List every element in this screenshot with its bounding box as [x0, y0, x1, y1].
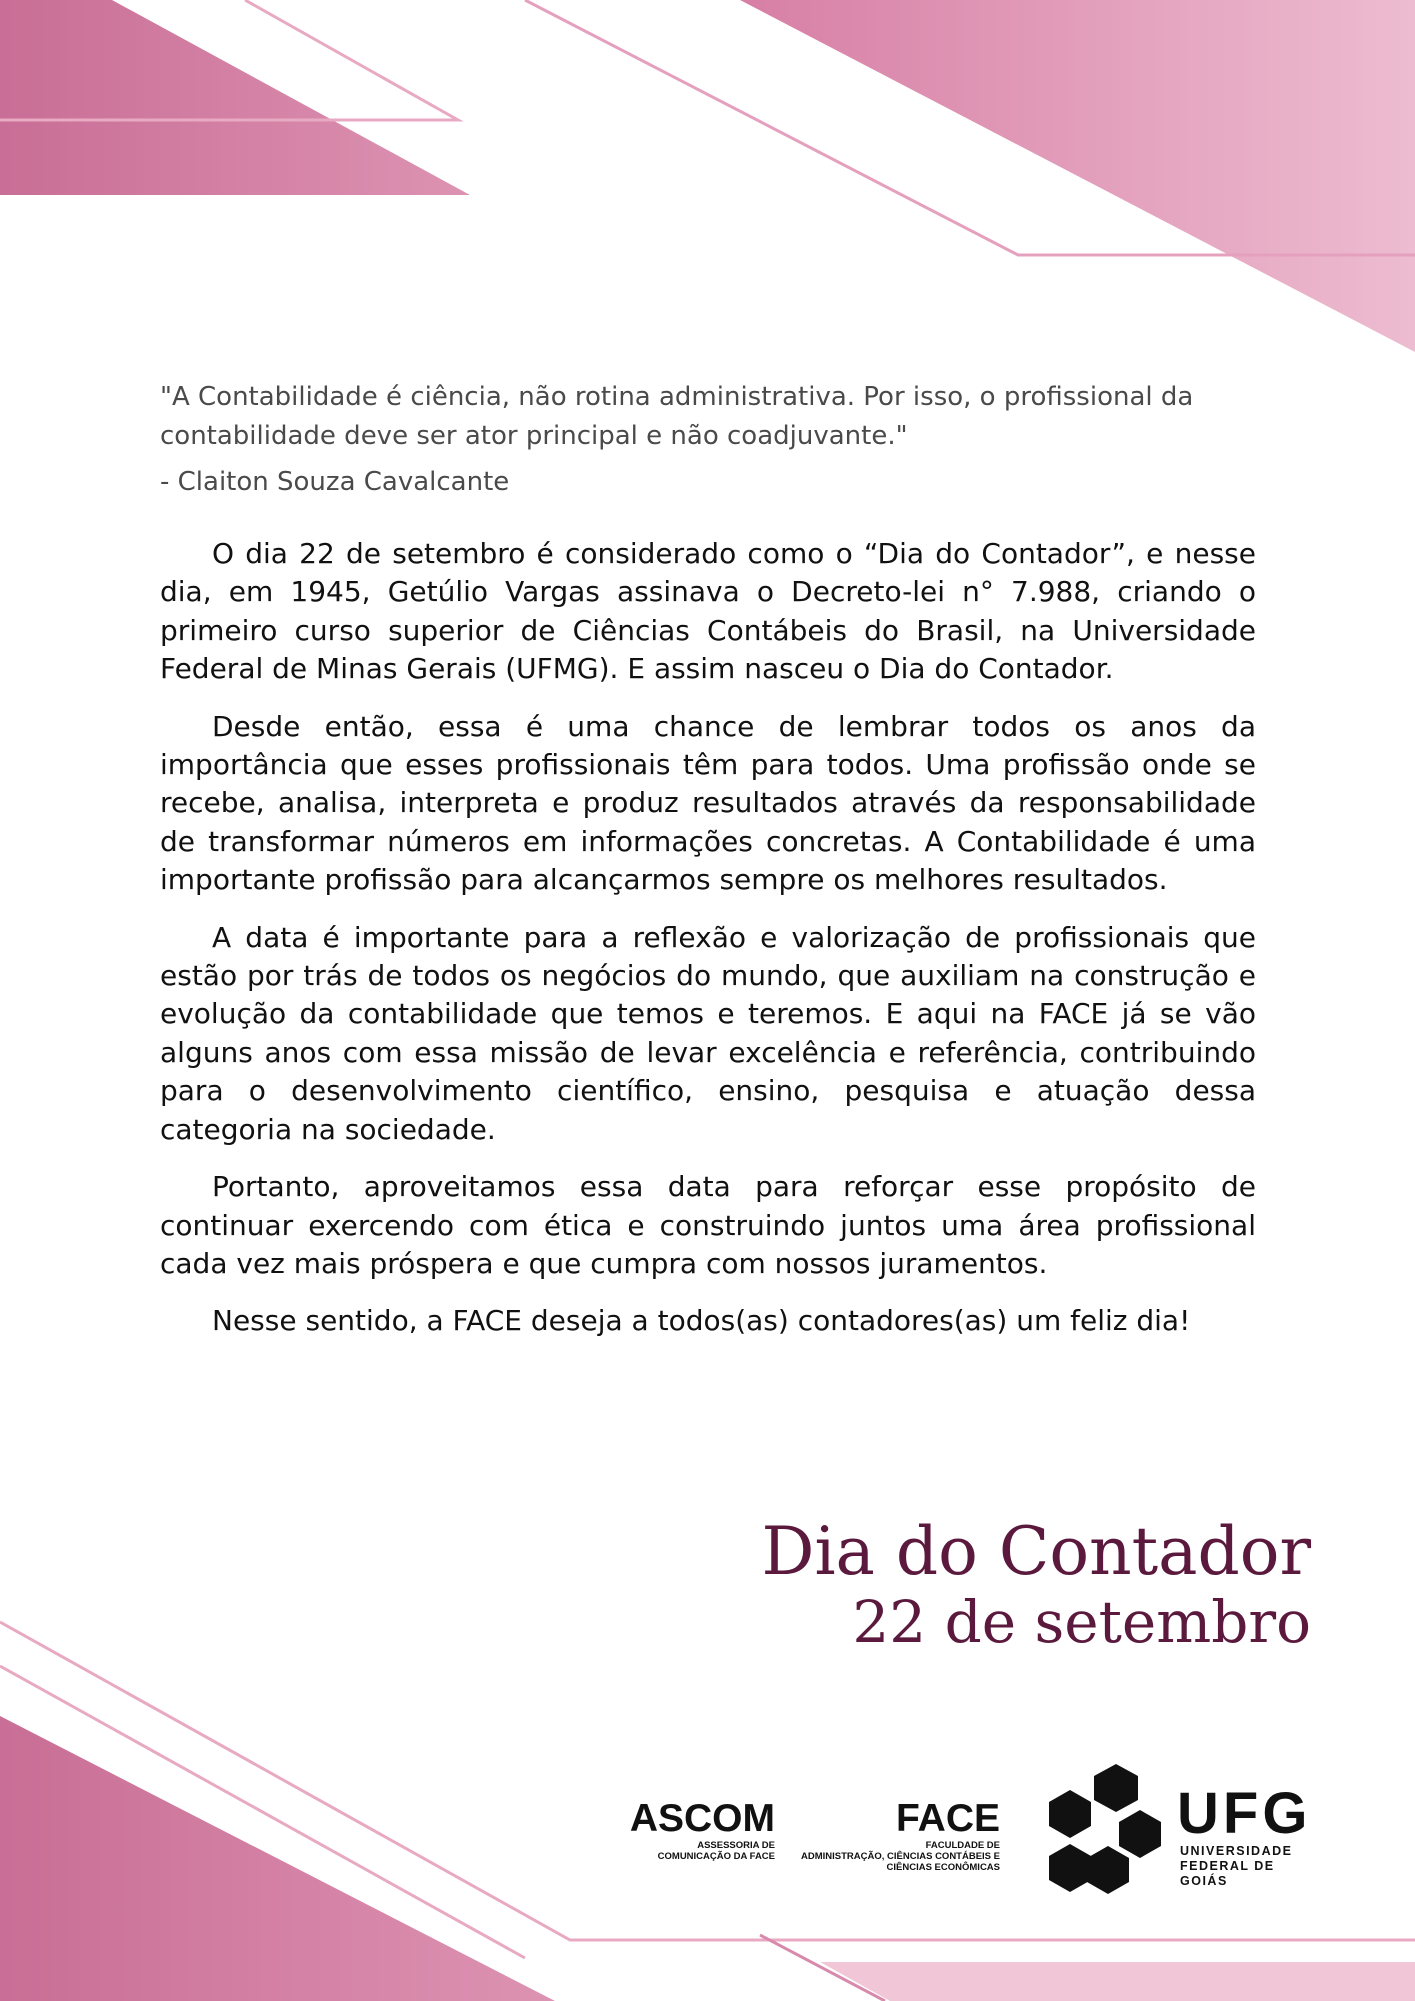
- event-title-line-1: Dia do Contador: [761, 1513, 1311, 1590]
- bottom-right-strip: [820, 1962, 1415, 2001]
- paragraph: Desde então, essa é uma chance de lembrar todos os anos da importância que esses profissionais têm para todos. Uma profissão onde se recebe, analisa, interpreta e produz resultados através da responsabilidade de transformar números em informações concretas. A Contabilidade é uma importante profissão para alcançarmos sempre os melhores resultados.: [160, 709, 1256, 897]
- face-logo-name: FACE: [895, 1797, 1000, 1840]
- bottom-left-triangle: [0, 1716, 555, 2001]
- paragraph: Portanto, aproveitamos essa data para reforçar esse propósito de continuar exercendo com ética e construindo juntos uma área profissional cada vez mais próspera e que cumpra com nossos juramentos.: [160, 1170, 1256, 1280]
- ufg-logo-subtitle: UNIVERSIDADE FEDERAL DE GOIÁS: [1180, 1844, 1293, 1888]
- hexagon-cluster-icon: [1040, 1762, 1170, 1897]
- top-left-triangle: [0, 0, 470, 195]
- ascom-logo-name: ASCOM: [629, 1797, 775, 1840]
- ascom-logo-subtitle: ASSESSORIA DE COMUNICAÇÃO DA FACE: [657, 1840, 775, 1862]
- face-logo: [790, 1798, 1000, 1873]
- ufg-logo: [1040, 1762, 1312, 1897]
- quote-text: "A Contabilidade é ciência, não rotina administrativa. Por isso, o profissional da contabilidade deve ser ator principal e não coadjuvante.": [160, 382, 1194, 451]
- face-logo-subtitle: FACULDADE DE ADMINISTRAÇÃO, CIÊNCIAS CONTÁBEIS E CIÊNCIAS ECONÔMICAS: [801, 1840, 1000, 1873]
- paragraph: Nesse sentido, a FACE deseja a todos(as) contadores(as) um feliz dia!: [212, 1304, 1191, 1338]
- ascom-logo: [620, 1798, 775, 1862]
- quote-author: - Claiton Souza Cavalcante: [160, 467, 510, 497]
- paragraph: O dia 22 de setembro é considerado como o “Dia do Contador”, e nesse dia, em 1945, Getúlio Vargas assinava o Decreto-lei n° 7.988, criando o primeiro curso superior de Ciências Contábeis do Brasil, na Universidade Federal de Minas Gerais (UFMG). E assim nasceu o Dia do Contador.: [160, 537, 1256, 686]
- paragraph: A data é importante para a reflexão e valorização de profissionais que estão por trás de todos os negócios do mundo, que auxiliam na construção e evolução da contabilidade que temos e teremos. E aqui na FACE já se vão alguns anos com essa missão de levar excelência e referência, contribuindo para o desenvolvimento científico, ensino, pesquisa e atuação dessa categoria na sociedade.: [160, 920, 1256, 1146]
- article-body: [160, 535, 1256, 1360]
- event-title: [762, 1515, 1311, 1655]
- top-right-triangle: [740, 0, 1415, 352]
- ufg-logo-name: UFG: [1177, 1781, 1312, 1846]
- event-date: 22 de setembro: [852, 1588, 1311, 1656]
